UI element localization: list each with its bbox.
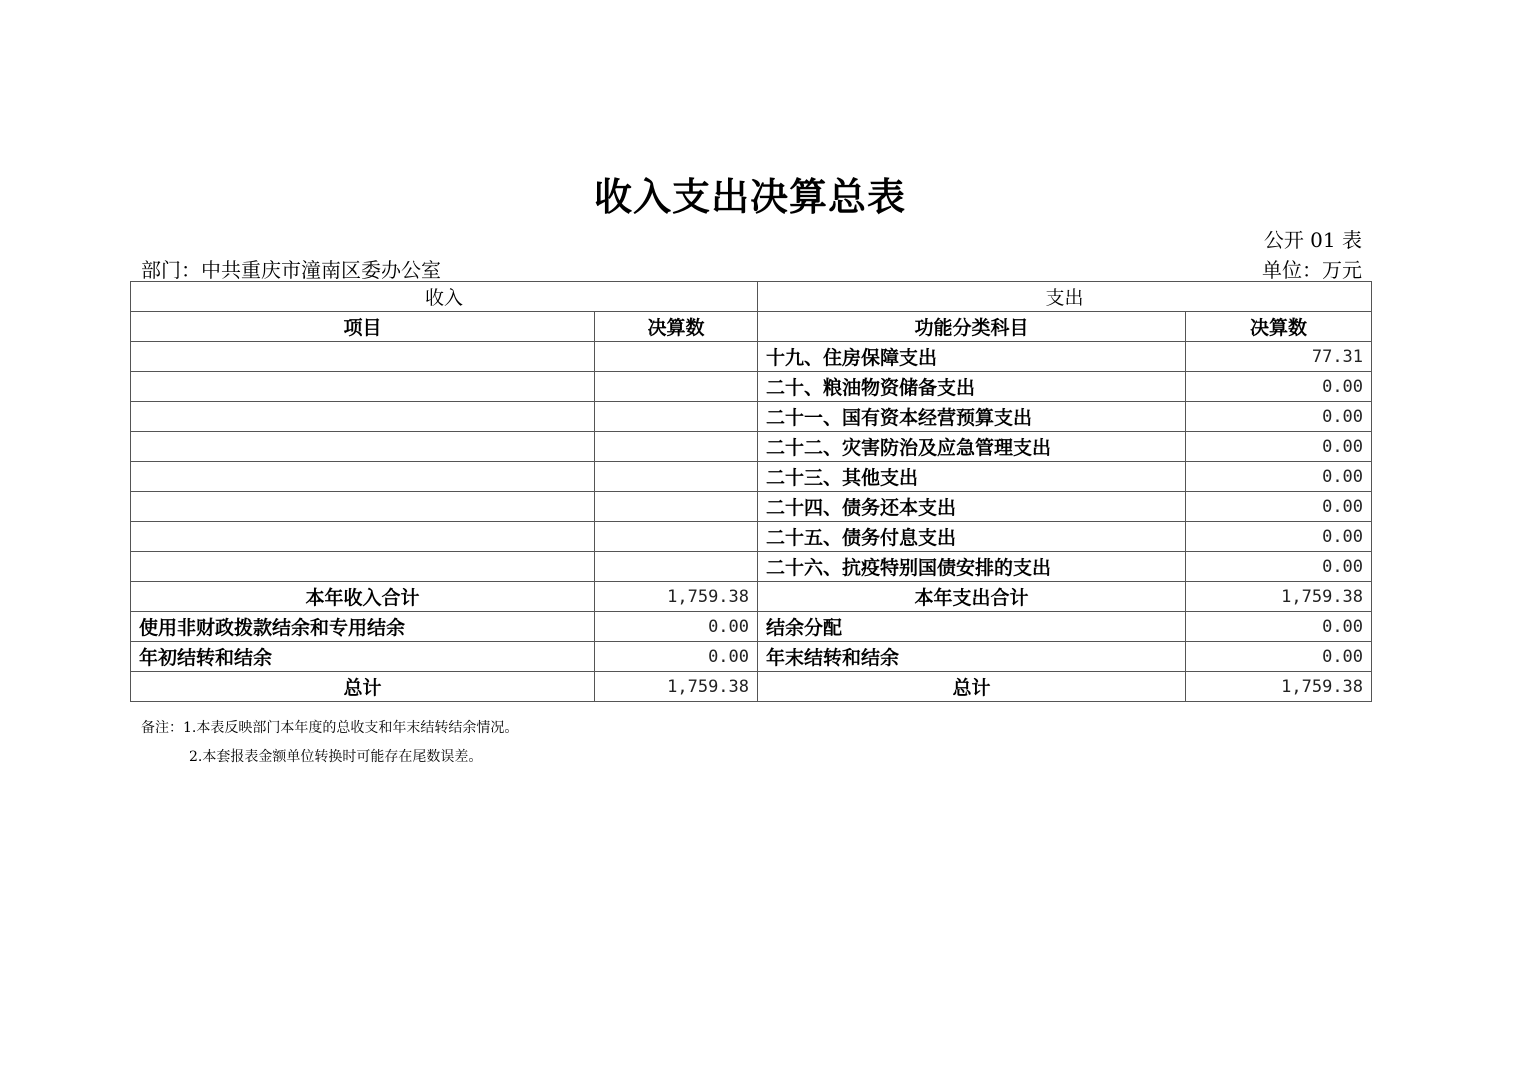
expense-total-amount: 1,759.38 — [1186, 672, 1372, 702]
table-row — [131, 552, 1372, 582]
expense-amount-cell: 0.00 — [1186, 552, 1372, 582]
income-subtotal-label: 本年收入合计 — [131, 582, 595, 612]
note-line-2: 2.本套报表金额单位转换时可能存在尾数误差。 — [189, 749, 483, 765]
income-amount-header: 决算数 — [595, 312, 758, 342]
form-number: 公开 01 表 — [1263, 228, 1362, 252]
expense-amount-cell: 0.00 — [1186, 432, 1372, 462]
income-item-cell: 年初结转和结余 — [131, 642, 595, 672]
table-row — [131, 522, 1372, 552]
income-item-cell — [131, 522, 595, 552]
expense-item-cell: 年末结转和结余 — [758, 642, 1186, 672]
income-total-amount: 1,759.38 — [595, 672, 758, 702]
expense-amount-cell: 0.00 — [1186, 402, 1372, 432]
expense-subtotal-label: 本年支出合计 — [758, 582, 1186, 612]
subtotal-row — [131, 582, 1372, 612]
expense-total-label: 总计 — [758, 672, 1186, 702]
expense-amount-cell: 77.31 — [1186, 342, 1372, 372]
expense-item-cell: 二十三、其他支出 — [758, 462, 1186, 492]
income-amount-cell — [595, 462, 758, 492]
expense-amount-header: 决算数 — [1186, 312, 1372, 342]
table-row — [131, 642, 1372, 672]
table-row — [131, 612, 1372, 642]
income-expense-table — [130, 281, 1372, 702]
expense-group-header: 支出 — [758, 282, 1372, 312]
income-amount-cell: 0.00 — [595, 612, 758, 642]
unit-label: 单位：万元 — [1262, 258, 1362, 282]
expense-amount-cell: 0.00 — [1186, 612, 1372, 642]
income-group-header: 收入 — [131, 282, 758, 312]
expense-amount-cell: 0.00 — [1186, 522, 1372, 552]
table-row — [131, 402, 1372, 432]
income-item-header: 项目 — [131, 312, 595, 342]
income-amount-cell — [595, 342, 758, 372]
table-row — [131, 432, 1372, 462]
expense-amount-cell: 0.00 — [1186, 372, 1372, 402]
income-amount-cell: 0.00 — [595, 642, 758, 672]
income-item-cell — [131, 432, 595, 462]
table-row — [131, 462, 1372, 492]
expense-item-cell: 二十四、债务还本支出 — [758, 492, 1186, 522]
income-item-cell — [131, 492, 595, 522]
expense-item-cell: 十九、住房保障支出 — [758, 342, 1186, 372]
income-amount-cell — [595, 492, 758, 522]
income-item-cell — [131, 402, 595, 432]
expense-item-cell: 二十六、抗疫特别国债安排的支出 — [758, 552, 1186, 582]
expense-amount-cell: 0.00 — [1186, 462, 1372, 492]
income-amount-cell — [595, 372, 758, 402]
expense-item-cell: 二十二、灾害防治及应急管理支出 — [758, 432, 1186, 462]
income-total-label: 总计 — [131, 672, 595, 702]
table-row — [131, 372, 1372, 402]
report-title: 收入支出决算总表 — [593, 174, 906, 219]
group-header-row — [131, 282, 1372, 312]
department-label: 部门：中共重庆市潼南区委办公室 — [141, 258, 441, 282]
income-item-cell — [131, 462, 595, 492]
income-item-cell — [131, 372, 595, 402]
table-row — [131, 342, 1372, 372]
table-row — [131, 492, 1372, 522]
income-item-cell — [131, 342, 595, 372]
expense-subtotal-amount: 1,759.38 — [1186, 582, 1372, 612]
note-line-1: 备注：1.本表反映部门本年度的总收支和年末结转结余情况。 — [141, 720, 519, 736]
income-item-cell — [131, 552, 595, 582]
income-amount-cell — [595, 402, 758, 432]
expense-item-cell: 结余分配 — [758, 612, 1186, 642]
expense-amount-cell: 0.00 — [1186, 492, 1372, 522]
expense-item-cell: 二十、粮油物资储备支出 — [758, 372, 1186, 402]
income-amount-cell — [595, 522, 758, 552]
total-row — [131, 672, 1372, 702]
expense-item-header: 功能分类科目 — [758, 312, 1186, 342]
income-amount-cell — [595, 552, 758, 582]
expense-item-cell: 二十一、国有资本经营预算支出 — [758, 402, 1186, 432]
income-amount-cell — [595, 432, 758, 462]
column-header-row — [131, 312, 1372, 342]
income-item-cell: 使用非财政拨款结余和专用结余 — [131, 612, 595, 642]
expense-amount-cell: 0.00 — [1186, 642, 1372, 672]
expense-item-cell: 二十五、债务付息支出 — [758, 522, 1186, 552]
income-subtotal-amount: 1,759.38 — [595, 582, 758, 612]
